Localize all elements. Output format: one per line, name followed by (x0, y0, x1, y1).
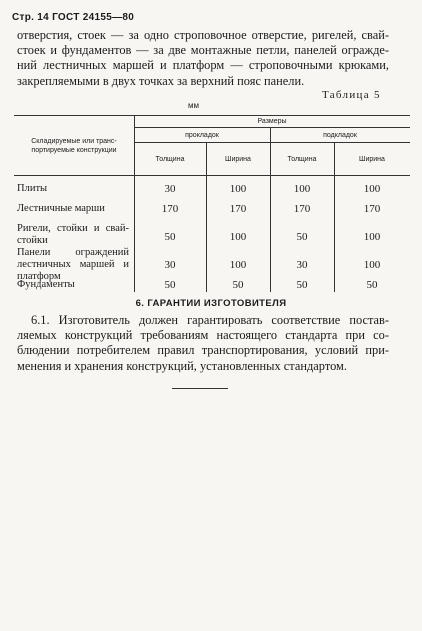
intro-paragraph (17, 28, 389, 89)
col-divider (134, 115, 135, 292)
table-top-rule (14, 115, 410, 116)
col-divider (270, 127, 271, 292)
constructions-header: Складируемые или транс- портируемые конструкции (31, 138, 117, 154)
section-title: 6. ГАРАНТИИ ИЗГОТОВИТЕЛЯ (135, 298, 287, 309)
table-cell: 30 (164, 259, 176, 271)
row-label: Плиты (17, 183, 48, 194)
end-rule (172, 388, 228, 389)
table-cell: 100 (229, 231, 247, 243)
intro-line: закрепляемыми в двух точках за верхний пояс панели. (17, 73, 305, 88)
col-divider (334, 142, 335, 292)
sub-header: Ширина (359, 156, 385, 163)
sizes-rule (134, 127, 410, 128)
table-cell: 50 (164, 231, 176, 243)
row-label: Фундаменты (17, 279, 75, 290)
table-cell: 170 (363, 203, 381, 215)
sub-header: Толщина (287, 156, 317, 163)
sub-header: Ширина (225, 156, 251, 163)
table-cell: 100 (363, 183, 381, 195)
header-bottom-rule (14, 175, 410, 176)
page-header: Стр. 14 ГОСТ 24155—80 (12, 12, 135, 23)
col-divider (206, 142, 207, 292)
guarantee-line: блюдении потребителем правил транспортирования, условий при- (17, 343, 389, 358)
table-cell: 50 (232, 279, 244, 291)
row-label: Лестничные марши (17, 203, 105, 214)
sizes-header: Размеры (257, 118, 287, 125)
group-header: прокладок (185, 132, 219, 139)
table-cell: 100 (229, 259, 247, 271)
table-cell: 100 (293, 183, 311, 195)
intro-line: стоек и фундаментов — за две монтажные петли, панелей огражде- (17, 43, 389, 58)
intro-line: отверстия, стоек — за одно строповочное отверстие, ригелей, свай- (17, 28, 389, 42)
table-cell: 100 (363, 259, 381, 271)
guarantee-paragraph (17, 313, 389, 374)
guarantee-line: ляемых конструкций требованиям настоящего стандарта при со- (17, 328, 389, 343)
table-cell: 30 (296, 259, 308, 271)
group-header: подкладок (323, 132, 357, 139)
table-caption: Таблица 5 (322, 89, 381, 101)
row-label: Ригели, стойки и свай- стойки (17, 223, 129, 246)
table-cell: 170 (293, 203, 311, 215)
row-label: Панели ограждений лестничных маршей и платформ (17, 247, 129, 282)
table-cell: 100 (363, 231, 381, 243)
sub-header: Толщина (155, 156, 185, 163)
table-cell: 50 (296, 231, 308, 243)
table-cell: 100 (229, 183, 247, 195)
guarantee-line: 6.1. Изготовитель должен гарантировать соответствие постав- (31, 313, 389, 327)
table-cell: 170 (229, 203, 247, 215)
table-cell: 50 (164, 279, 176, 291)
table-cell: 170 (161, 203, 179, 215)
table-cell: 30 (164, 183, 176, 195)
intro-line: ний лестничных маршей и платформ — строповочными крюками, (17, 58, 389, 73)
table-unit: мм (188, 101, 199, 110)
group-rule (134, 142, 410, 143)
table-cell: 50 (366, 279, 378, 291)
guarantee-line: менения и хранения конструкций, установленных стандартом. (17, 358, 347, 373)
table-cell: 50 (296, 279, 308, 291)
